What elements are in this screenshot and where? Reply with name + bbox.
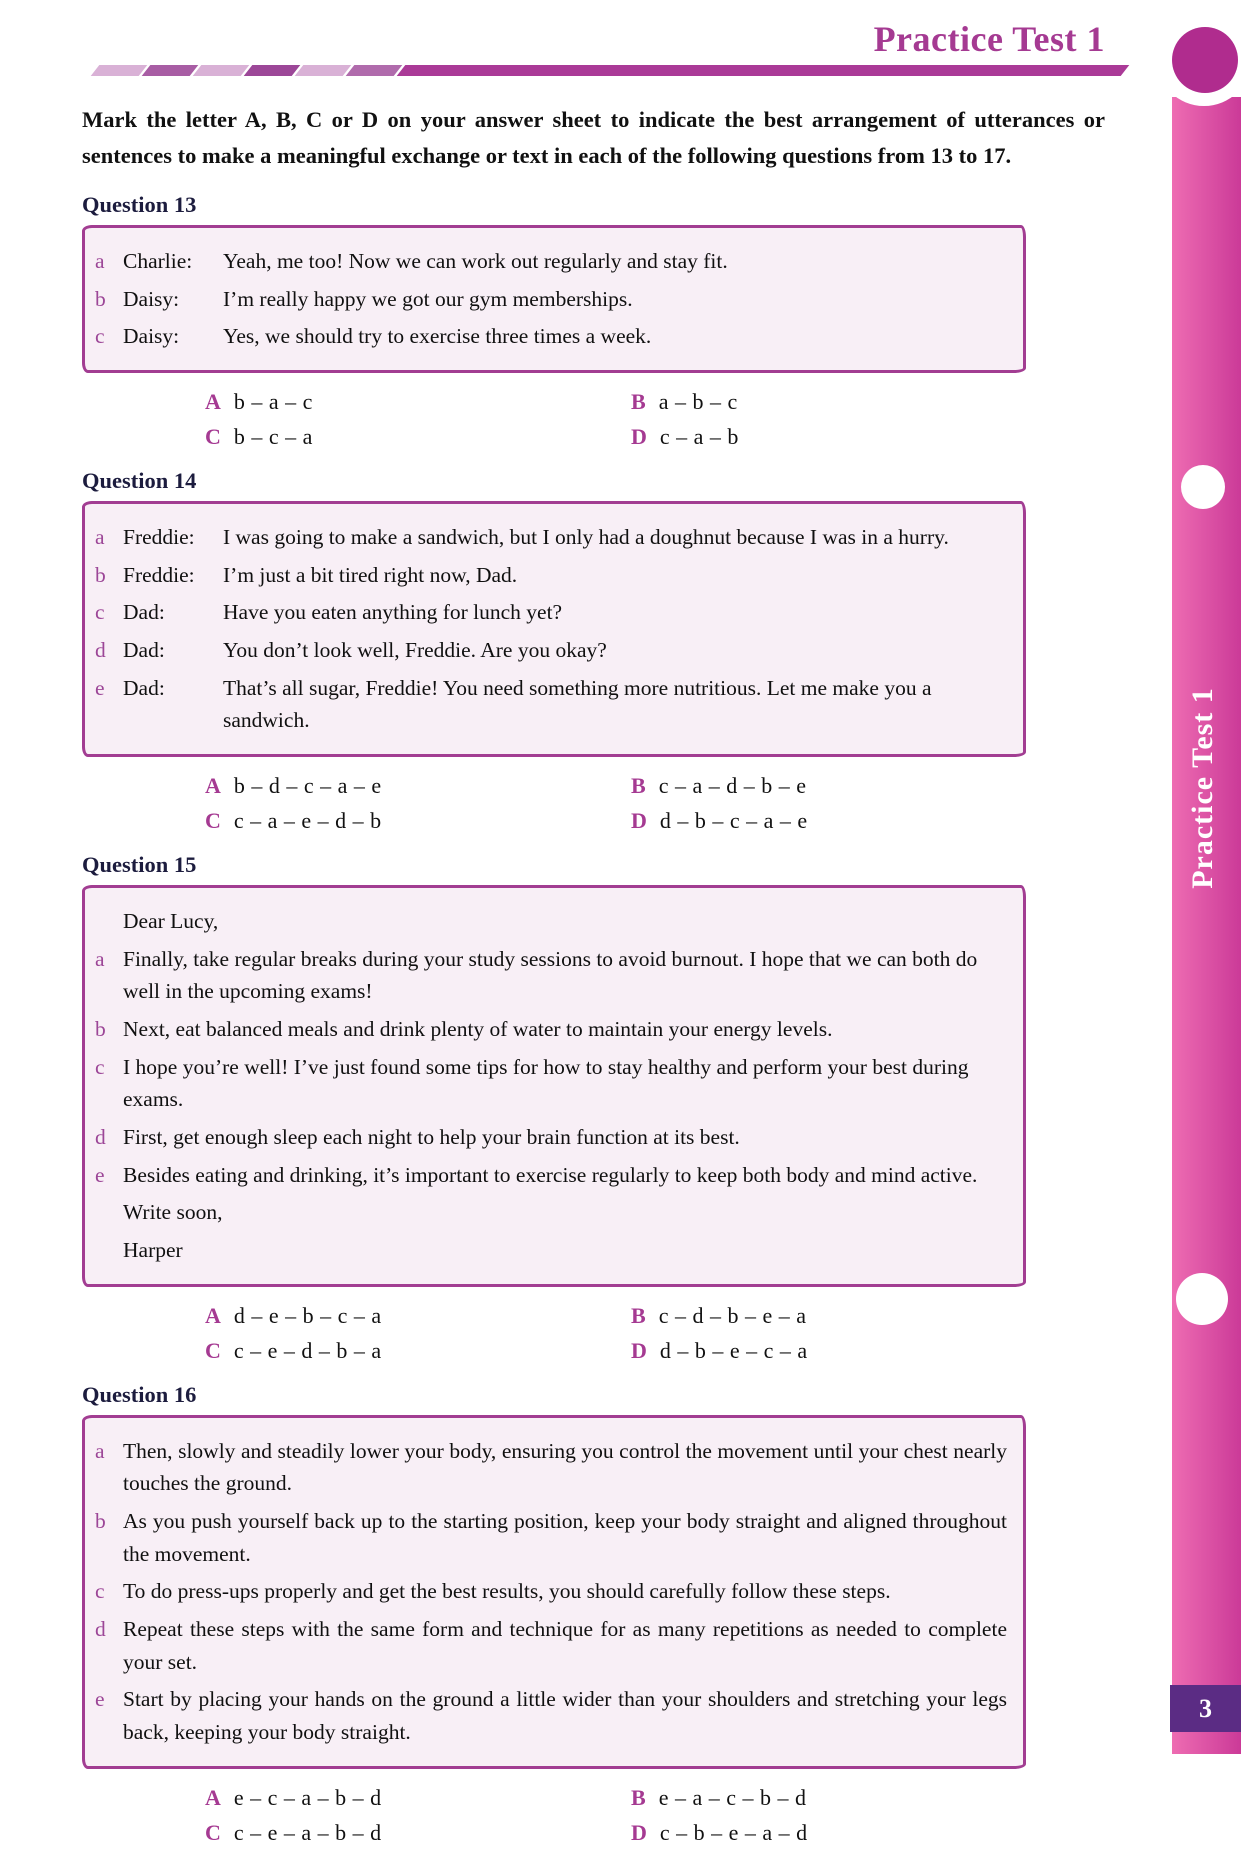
row-letter: d bbox=[95, 1125, 106, 1150]
option-a bbox=[205, 1785, 631, 1811]
sentence-row bbox=[95, 1159, 1007, 1192]
instructions-text: Mark the letter A, B, C or D on your answer sheet to indicate the best arrangement of utterances or sentences to make a meaningful exchange or text in each of the following questions from 13 to 17. bbox=[82, 107, 1105, 168]
sidebar-strip bbox=[1172, 97, 1241, 1754]
question-15-box bbox=[82, 885, 1026, 1287]
sentence-row bbox=[95, 1121, 1007, 1154]
row-letter: c bbox=[95, 1579, 105, 1604]
option-c bbox=[205, 1338, 631, 1364]
row-speaker: Dad: bbox=[123, 675, 165, 700]
option-value: c – e – d – b – a bbox=[233, 1337, 382, 1363]
sidebar-dot-lower bbox=[1176, 1273, 1228, 1325]
row-letter: e bbox=[95, 675, 105, 700]
row-text: I hope you’re well! I’ve just found some tips for how to stay healthy and perform your best during exams. bbox=[123, 1054, 969, 1112]
row-letter bbox=[95, 1234, 123, 1267]
row-text: I’m just a bit tired right now, Dad. bbox=[223, 562, 518, 587]
option-label: D bbox=[631, 1819, 647, 1845]
row-text: Then, slowly and steadily lower your body, ensuring you control the movement until your chest nearly touches the ground. bbox=[123, 1438, 1007, 1496]
option-label: D bbox=[631, 1337, 647, 1363]
option-label: B bbox=[631, 773, 646, 799]
question-15 bbox=[82, 852, 1105, 1364]
question-16-options bbox=[205, 1785, 1105, 1846]
row-speaker: Daisy: bbox=[123, 286, 180, 311]
row-text: Yeah, me too! Now we can work out regularly and stay fit. bbox=[223, 249, 728, 273]
row-letter: c bbox=[95, 600, 105, 625]
option-value: c – a – b bbox=[659, 424, 739, 450]
option-value: d – b – c – a – e bbox=[659, 808, 808, 834]
row-text: Start by placing your hands on the ground a little wider than your shoulders and stretching your legs back, keeping your body straight. bbox=[123, 1687, 1007, 1745]
divider-segment bbox=[142, 65, 199, 76]
option-d bbox=[631, 424, 1105, 450]
dialogue-row bbox=[95, 672, 1007, 737]
sentence-row bbox=[95, 1683, 1007, 1748]
option-d bbox=[631, 808, 1105, 834]
sidebar-vertical-label: Practice Test 1 bbox=[1186, 687, 1219, 889]
dialogue-row bbox=[95, 245, 1007, 278]
question-15-options bbox=[205, 1303, 1105, 1364]
option-value: c – b – e – a – d bbox=[659, 1819, 808, 1845]
question-15-heading: Question 15 bbox=[82, 852, 197, 878]
option-a bbox=[205, 389, 631, 415]
question-14-options bbox=[205, 773, 1105, 834]
page-number-badge bbox=[1170, 1685, 1241, 1732]
row-letter bbox=[95, 905, 123, 938]
row-speaker: Charlie: bbox=[123, 249, 193, 273]
row-letter: b bbox=[95, 1509, 106, 1534]
question-14 bbox=[82, 468, 1105, 834]
row-text: I’m really happy we got our gym memberships. bbox=[223, 286, 633, 311]
divider-segment bbox=[346, 65, 403, 76]
option-value: b – a – c bbox=[233, 389, 313, 415]
option-d bbox=[631, 1338, 1105, 1364]
option-label: C bbox=[205, 808, 221, 834]
sentence-row bbox=[95, 1051, 1007, 1116]
row-letter: e bbox=[95, 1687, 105, 1712]
option-label: D bbox=[631, 808, 647, 834]
row-text: Write soon, bbox=[123, 1200, 223, 1225]
option-label: D bbox=[631, 424, 647, 450]
option-c bbox=[205, 1820, 631, 1846]
corner-circle bbox=[1172, 27, 1238, 93]
row-speaker: Freddie: bbox=[123, 562, 195, 587]
row-text: I was going to make a sandwich, but I only had a doughnut because I was in a hurry. bbox=[223, 525, 949, 550]
row-text: Finally, take regular breaks during your study sessions to avoid burnout. I hope that we can both do well in the upcoming exams! bbox=[123, 946, 978, 1004]
row-letter: a bbox=[95, 249, 105, 273]
option-b bbox=[631, 773, 1105, 799]
header-divider-bar bbox=[95, 65, 1105, 76]
option-label: A bbox=[205, 773, 221, 799]
question-13-box bbox=[82, 225, 1026, 373]
option-value: c – a – e – d – b bbox=[233, 808, 382, 834]
question-13-options bbox=[205, 389, 1105, 450]
row-speaker: Dad: bbox=[123, 638, 165, 663]
content-column bbox=[82, 0, 1105, 1852]
dialogue-row bbox=[95, 559, 1007, 592]
row-text: Harper bbox=[123, 1238, 183, 1263]
option-value: d – b – e – c – a bbox=[659, 1337, 808, 1363]
row-letter: d bbox=[95, 1617, 106, 1642]
option-value: c – a – d – b – e bbox=[658, 773, 807, 799]
question-16 bbox=[82, 1382, 1105, 1846]
question-13-heading: Question 13 bbox=[82, 192, 197, 217]
option-label: C bbox=[205, 1819, 221, 1845]
option-label: A bbox=[205, 389, 221, 415]
dialogue-row bbox=[95, 596, 1007, 629]
row-letter: c bbox=[95, 324, 105, 349]
option-label: A bbox=[205, 1784, 221, 1810]
option-value: e – a – c – b – d bbox=[658, 1784, 807, 1810]
option-value: d – e – b – c – a bbox=[233, 1302, 382, 1328]
option-label: C bbox=[205, 424, 221, 450]
option-label: B bbox=[631, 389, 646, 415]
row-letter: b bbox=[95, 1017, 106, 1042]
row-text: To do press-ups properly and get the best results, you should carefully follow these steps. bbox=[123, 1579, 891, 1604]
row-letter: c bbox=[95, 1054, 105, 1079]
row-text: Dear Lucy, bbox=[123, 909, 219, 934]
page-title: Practice Test 1 bbox=[873, 19, 1105, 59]
option-d bbox=[631, 1820, 1105, 1846]
row-letter: d bbox=[95, 638, 106, 663]
option-value: a – b – c bbox=[658, 389, 738, 415]
row-speaker: Freddie: bbox=[123, 525, 195, 550]
option-b bbox=[631, 389, 1105, 415]
option-label: A bbox=[205, 1302, 221, 1328]
sentence-row bbox=[95, 1505, 1007, 1570]
row-letter: a bbox=[95, 946, 105, 971]
row-letter: a bbox=[95, 1438, 105, 1463]
option-label: B bbox=[631, 1784, 646, 1810]
option-label: C bbox=[205, 1337, 221, 1363]
option-value: c – e – a – b – d bbox=[233, 1819, 382, 1845]
row-text: Have you eaten anything for lunch yet? bbox=[223, 600, 563, 625]
row-text: That’s all sugar, Freddie! You need something more nutritious. Let me make you a sandwich. bbox=[223, 675, 932, 733]
row-letter bbox=[95, 1196, 123, 1229]
option-b bbox=[631, 1785, 1105, 1811]
dialogue-row bbox=[95, 634, 1007, 667]
sentence-row bbox=[95, 1613, 1007, 1678]
sidebar-dot-upper bbox=[1181, 465, 1225, 509]
row-text: First, get enough sleep each night to help your brain function at its best. bbox=[123, 1125, 740, 1150]
option-c bbox=[205, 424, 631, 450]
row-text: Yes, we should try to exercise three times a week. bbox=[223, 324, 652, 349]
divider-segment bbox=[91, 65, 148, 76]
question-14-heading: Question 14 bbox=[82, 468, 197, 494]
dialogue-row bbox=[95, 521, 1007, 554]
dialogue-row bbox=[95, 283, 1007, 316]
row-text: Besides eating and drinking, it’s important to exercise regularly to keep both body and mind active. bbox=[123, 1162, 978, 1187]
option-label: B bbox=[631, 1302, 646, 1328]
option-value: c – d – b – e – a bbox=[658, 1302, 807, 1328]
letter-closing-row bbox=[95, 1196, 1007, 1229]
divider-segment bbox=[244, 65, 301, 76]
option-value: b – d – c – a – e bbox=[233, 773, 382, 799]
dialogue-row bbox=[95, 320, 1007, 353]
row-letter: b bbox=[95, 286, 106, 311]
option-b bbox=[631, 1303, 1105, 1329]
divider-segment bbox=[193, 65, 250, 76]
sentence-row bbox=[95, 1013, 1007, 1046]
sentence-row bbox=[95, 1575, 1007, 1608]
divider-segment bbox=[295, 65, 352, 76]
option-a bbox=[205, 773, 631, 799]
option-value: e – c – a – b – d bbox=[233, 1784, 382, 1810]
question-13 bbox=[82, 192, 1105, 450]
option-a bbox=[205, 1303, 631, 1329]
letter-salutation-row bbox=[95, 905, 1007, 938]
sentence-row bbox=[95, 1435, 1007, 1500]
option-value: b – c – a bbox=[233, 424, 313, 450]
row-letter: a bbox=[95, 525, 105, 550]
row-text: Repeat these steps with the same form and technique for as many repetitions as needed to complete your set. bbox=[123, 1617, 1007, 1674]
question-14-box bbox=[82, 501, 1026, 757]
question-16-heading: Question 16 bbox=[82, 1381, 197, 1407]
sentence-row bbox=[95, 943, 1007, 1008]
question-16-box bbox=[82, 1415, 1026, 1769]
page-number: 3 bbox=[1199, 1693, 1212, 1723]
divider-solid-bar bbox=[397, 65, 1130, 76]
row-letter: b bbox=[95, 562, 106, 587]
row-text: You don’t look well, Freddie. Are you okay? bbox=[223, 638, 607, 663]
row-speaker: Daisy: bbox=[123, 324, 180, 349]
option-c bbox=[205, 808, 631, 834]
row-letter: e bbox=[95, 1162, 105, 1187]
letter-signature-row bbox=[95, 1234, 1007, 1267]
row-speaker: Dad: bbox=[123, 600, 165, 625]
row-text: Next, eat balanced meals and drink plenty of water to maintain your energy levels. bbox=[123, 1017, 833, 1042]
row-text: As you push yourself back up to the starting position, keep your body straight and aligned throughout the movement. bbox=[123, 1509, 1007, 1566]
